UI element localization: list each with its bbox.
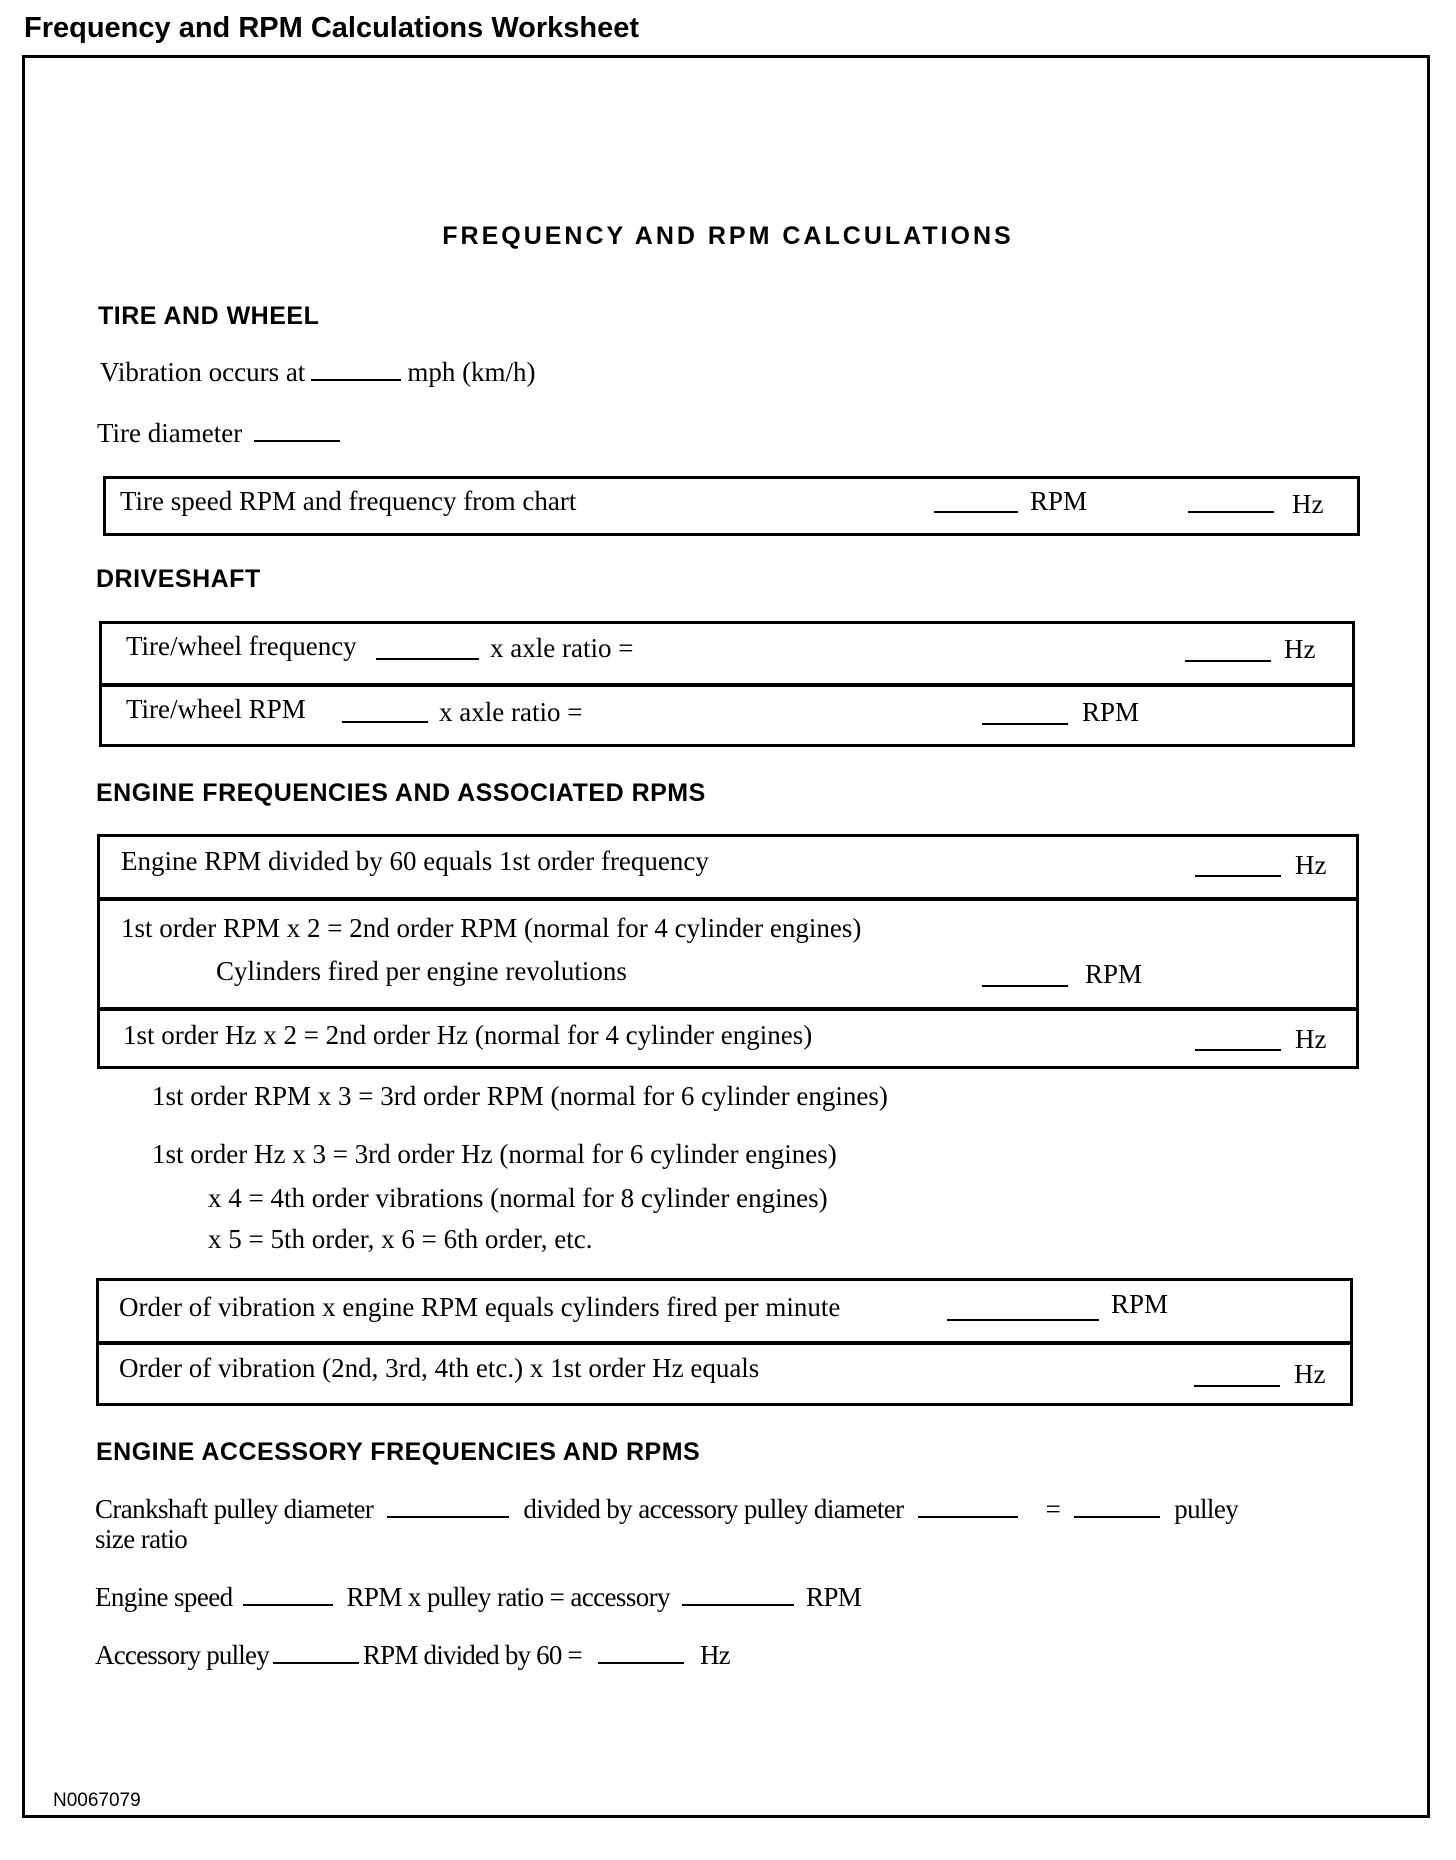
driveshaft-frequency-row (102, 624, 1352, 683)
engine-first-order-label: Engine RPM divided by 60 equals 1st order frequency (121, 846, 709, 876)
crankshaft-pulley-blank[interactable] (387, 1515, 509, 1518)
figure-id: N0067079 (53, 1790, 141, 1811)
second-order-hz-unit: Hz (1295, 1024, 1327, 1054)
order-hz-label: Order of vibration (2nd, 3rd, 4th etc.) x 1st order Hz equals (119, 1353, 760, 1383)
tire-diameter-blank[interactable] (254, 439, 340, 442)
accessory-rpm-blank[interactable] (682, 1603, 794, 1606)
second-order-hz-text: 1st order Hz x 2 = 2nd order Hz (normal for 4 cylinder engines) (123, 1020, 813, 1050)
tire-wheel-rpm-blank[interactable] (342, 721, 428, 723)
cylinders-fired-rpm-blank[interactable] (982, 985, 1068, 987)
higher-order-note: x 5 = 5th order, x 6 = 6th order, etc. (208, 1224, 593, 1254)
tire-diameter-line (97, 418, 346, 449)
worksheet-heading: FREQUENCY AND RPM CALCULATIONS (442, 222, 1014, 250)
page-title: Frequency and RPM Calculations Worksheet (24, 12, 640, 44)
tire-wheel-rpm-label: Tire/wheel RPM (126, 694, 306, 724)
driveshaft-hz-unit: Hz (1284, 634, 1316, 664)
tire-speed-hz-unit: Hz (1292, 489, 1324, 519)
engine-first-order-hz-unit: Hz (1295, 850, 1327, 880)
vibration-suffix: mph (km/h) (407, 357, 536, 387)
cylinders-fired-rpm-unit: RPM (1085, 959, 1143, 989)
driveshaft-rpm-blank[interactable] (982, 723, 1068, 725)
accessory-pulley-rpm-blank[interactable] (273, 1661, 359, 1664)
engine-speed-line (95, 1582, 861, 1613)
tire-speed-label: Tire speed RPM and frequency from chart (120, 486, 577, 516)
tire-speed-rpm-unit: RPM (1030, 486, 1088, 516)
third-order-rpm-note: 1st order RPM x 3 = 3rd order RPM (normal for 6 cylinder engines) (152, 1081, 888, 1111)
order-hz-blank[interactable] (1194, 1385, 1280, 1387)
engine-frequency-box (97, 834, 1359, 1069)
second-order-rpm-text: 1st order RPM x 2 = 2nd order RPM (normal for 4 cylinder engines) (121, 913, 862, 943)
engine-speed-op: RPM x pulley ratio = accessory (346, 1582, 670, 1612)
driveshaft-box (99, 621, 1355, 747)
frequency-axle-ratio-op: x axle ratio = (490, 633, 634, 663)
engine-speed-label: Engine speed (95, 1582, 233, 1612)
order-hz-row (99, 1341, 1350, 1405)
accessory-pulley-op: RPM divided by 60 = (362, 1640, 582, 1670)
accessory-rpm-unit: RPM (805, 1582, 862, 1612)
tire-diameter-label: Tire diameter (97, 418, 243, 448)
vibration-speed-line (100, 357, 536, 388)
order-hz-unit: Hz (1294, 1359, 1326, 1389)
rpm-axle-ratio-op: x axle ratio = (439, 697, 583, 727)
vibration-speed-blank[interactable] (311, 378, 401, 381)
tire-wheel-frequency-label: Tire/wheel frequency (126, 631, 357, 661)
engine-second-order-rpm-row (100, 897, 1356, 1007)
size-ratio-text: size ratio (95, 1524, 188, 1554)
engine-speed-blank[interactable] (243, 1603, 333, 1606)
order-of-vibration-box (96, 1278, 1353, 1406)
section-heading-driveshaft: DRIVESHAFT (96, 565, 261, 593)
accessory-pulley-hz-unit: Hz (699, 1640, 730, 1670)
section-heading-tire-wheel: TIRE AND WHEEL (98, 302, 320, 330)
engine-first-order-hz-blank[interactable] (1195, 875, 1281, 877)
pulley-ratio-suffix: pulley (1174, 1494, 1239, 1524)
crankshaft-equals: = (1045, 1494, 1061, 1524)
vibration-prefix: Vibration occurs at (100, 357, 306, 387)
engine-second-order-hz-row (100, 1007, 1356, 1066)
section-heading-engine-frequencies: ENGINE FREQUENCIES AND ASSOCIATED RPMS (96, 779, 706, 807)
pulley-ratio-blank[interactable] (1074, 1515, 1160, 1518)
fourth-order-note: x 4 = 4th order vibrations (normal for 8 cylinder engines) (208, 1183, 828, 1213)
order-rpm-row (99, 1281, 1350, 1341)
accessory-pulley-diameter-blank[interactable] (918, 1515, 1018, 1518)
order-rpm-label: Order of vibration x engine RPM equals cylinders fired per minute (119, 1292, 841, 1322)
accessory-pulley-line (95, 1640, 730, 1671)
accessory-pulley-label: Accessory pulley (95, 1640, 269, 1670)
driveshaft-hz-blank[interactable] (1185, 660, 1271, 662)
crankshaft-pulley-label: Crankshaft pulley diameter (95, 1494, 374, 1524)
crankshaft-divided-op: divided by accessory pulley diameter (523, 1494, 904, 1524)
tire-speed-rpm-blank[interactable] (934, 511, 1018, 513)
crankshaft-pulley-line (95, 1494, 1238, 1525)
tire-speed-hz-blank[interactable] (1188, 511, 1274, 513)
section-heading-engine-accessory: ENGINE ACCESSORY FREQUENCIES AND RPMS (96, 1438, 701, 1466)
second-order-hz-blank[interactable] (1195, 1049, 1281, 1051)
driveshaft-rpm-row (102, 683, 1352, 746)
tire-speed-box (103, 476, 1360, 536)
third-order-hz-note: 1st order Hz x 3 = 3rd order Hz (normal for 6 cylinder engines) (152, 1139, 837, 1169)
order-rpm-blank[interactable] (947, 1319, 1099, 1321)
accessory-pulley-hz-blank[interactable] (598, 1661, 684, 1664)
engine-first-order-row (100, 837, 1356, 897)
cylinders-fired-label: Cylinders fired per engine revolutions (216, 956, 627, 986)
driveshaft-rpm-unit: RPM (1082, 697, 1140, 727)
tire-wheel-frequency-blank[interactable] (376, 658, 479, 660)
order-rpm-unit: RPM (1111, 1289, 1169, 1319)
